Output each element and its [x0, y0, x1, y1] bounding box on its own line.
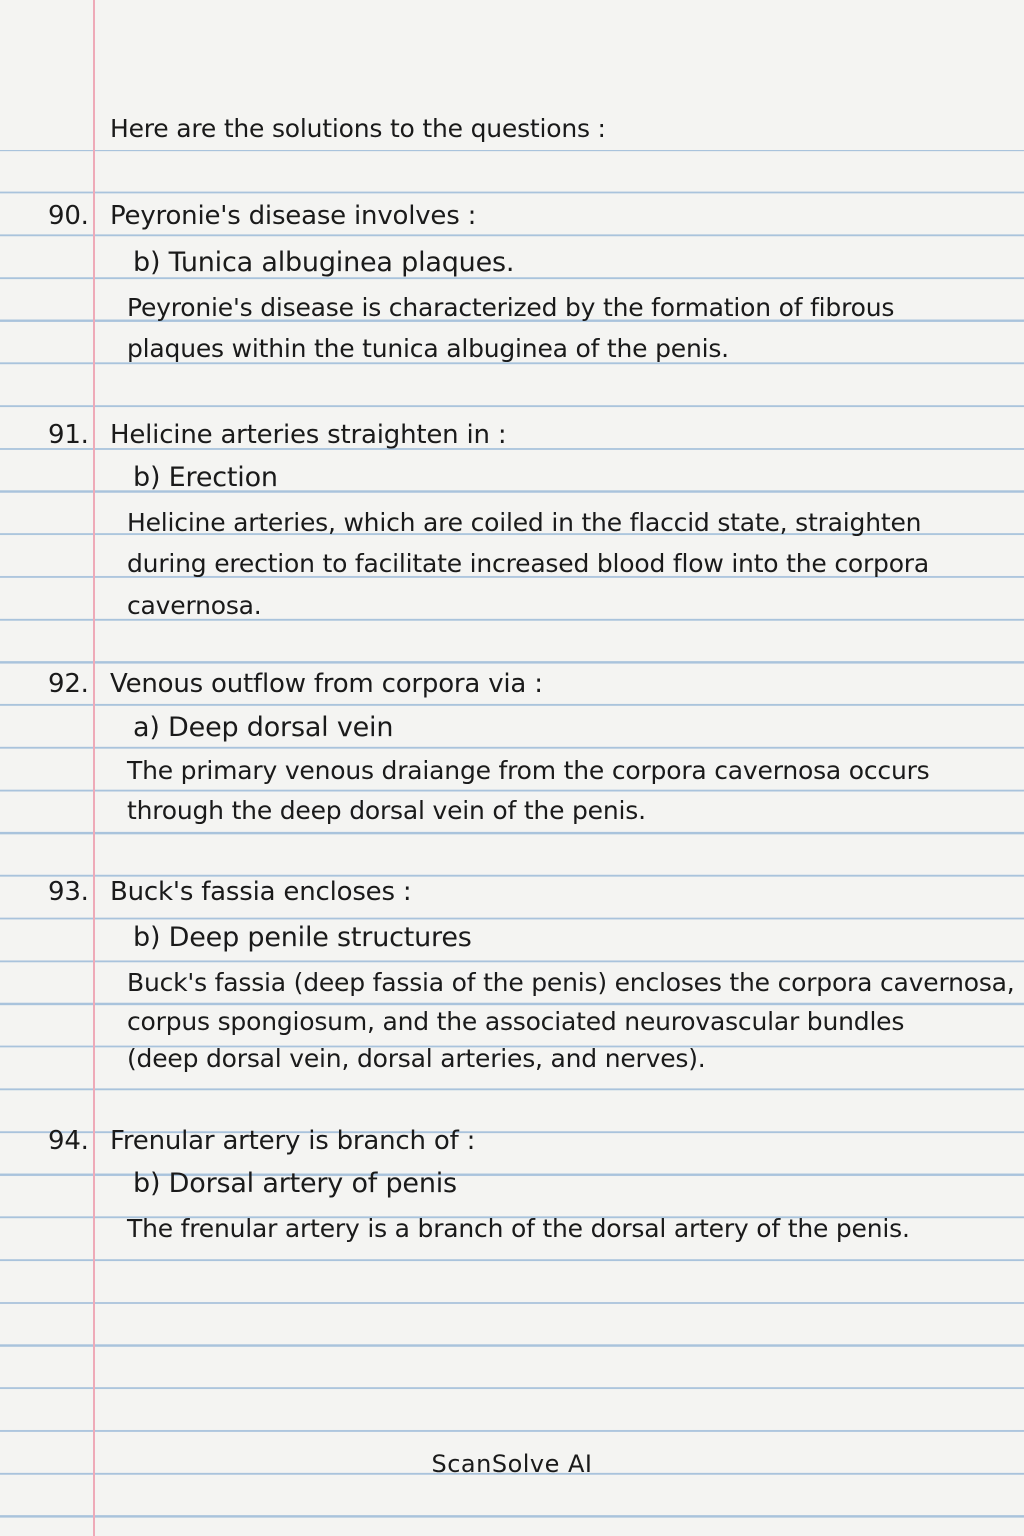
question-text: Buck's fassia encloses :	[110, 877, 412, 907]
question-number: 93.	[48, 877, 89, 907]
question-text: Helicine arteries straighten in :	[110, 420, 507, 450]
explanation-line: Helicine arteries, which are coiled in the flaccid state, straighten	[127, 508, 922, 537]
question-number: 90.	[48, 201, 89, 231]
explanation-line: cavernosa.	[127, 591, 262, 620]
explanation-line: (deep dorsal vein, dorsal arteries, and nerves).	[127, 1044, 706, 1073]
question-text: Venous outflow from corpora via :	[110, 669, 543, 699]
footer-watermark: ScanSolve AI	[431, 1450, 593, 1478]
answer-text: b) Dorsal artery of penis	[133, 1168, 457, 1199]
answer-text: b) Tunica albuginea plaques.	[133, 247, 515, 278]
explanation-line: plaques within the tunica albuginea of the penis.	[127, 334, 729, 363]
answer-text: b) Deep penile structures	[133, 922, 472, 953]
intro-text: Here are the solutions to the questions :	[110, 114, 606, 143]
answer-text: b) Erection	[133, 462, 278, 493]
red-margin-line	[93, 0, 95, 1536]
answer-text: a) Deep dorsal vein	[133, 712, 394, 743]
question-number: 92.	[48, 669, 89, 699]
explanation-line: through the deep dorsal vein of the penis.	[127, 796, 646, 825]
explanation-line: Peyronie's disease is characterized by the formation of fibrous	[127, 293, 895, 322]
question-number: 94.	[48, 1126, 89, 1156]
explanation-line: The frenular artery is a branch of the dorsal artery of the penis.	[127, 1214, 910, 1243]
explanation-line: Buck's fassia (deep fassia of the penis) encloses the corpora cavernosa,	[127, 968, 1015, 997]
explanation-line: The primary venous draiange from the corpora cavernosa occurs	[127, 756, 930, 785]
explanation-line: during erection to facilitate increased blood flow into the corpora	[127, 549, 930, 578]
question-text: Frenular artery is branch of :	[110, 1126, 476, 1156]
question-text: Peyronie's disease involves :	[110, 201, 477, 231]
question-number: 91.	[48, 420, 89, 450]
explanation-line: corpus spongiosum, and the associated neurovascular bundles	[127, 1007, 905, 1036]
